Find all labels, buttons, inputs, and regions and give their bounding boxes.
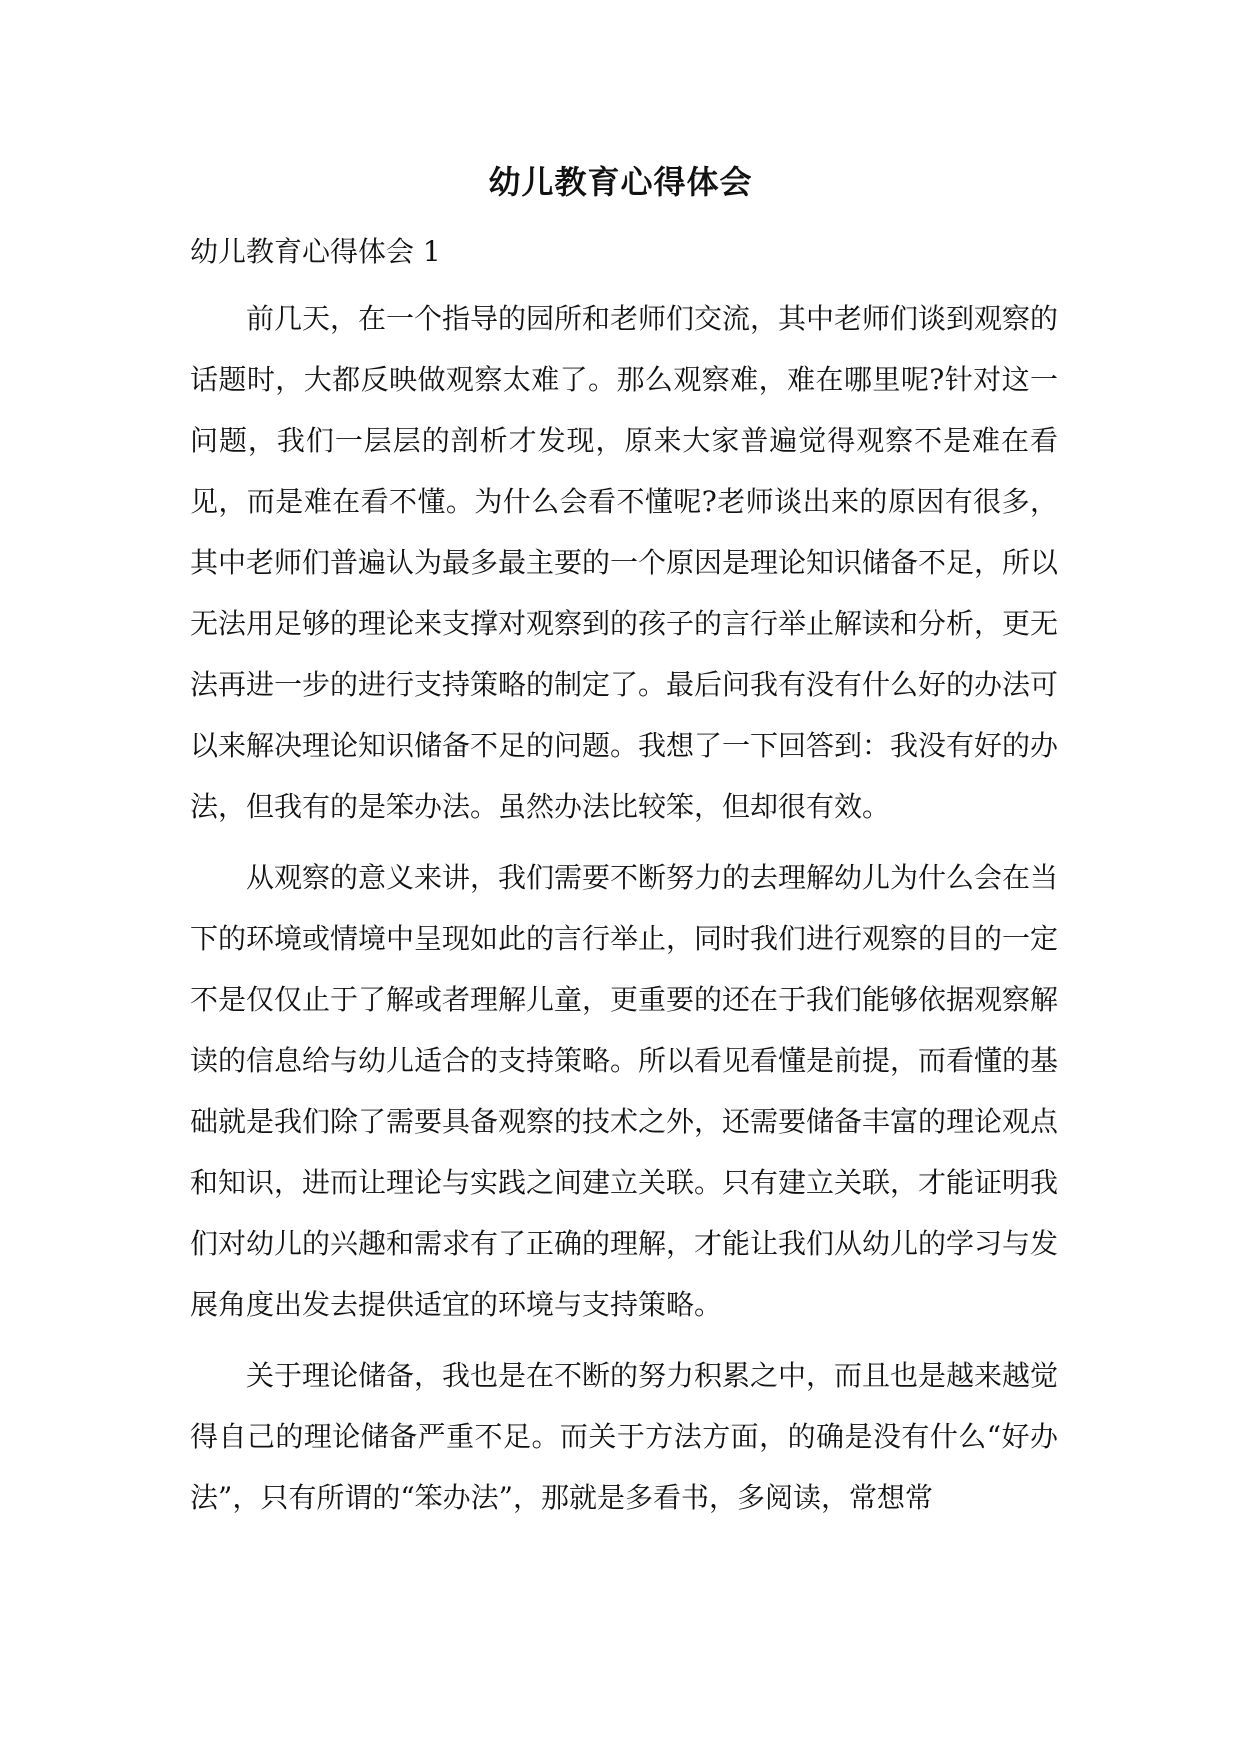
section-heading: 幼儿教育心得体会 1 xyxy=(190,235,441,268)
paragraph-3: 关于理论储备，我也是在不断的努力积累之中，而且也是越来越觉得自己的理论储备严重不足。而关于方法方面，的确是没有什么“好办法”，只有所谓的“笨办法”，那就是多看书，多阅读，常想常 xyxy=(190,1359,1059,1514)
paragraph-2: 从观察的意义来讲，我们需要不断努力的去理解幼儿为什么会在当下的环境或情境中呈现如此的言行举止，同时我们进行观察的目的一定不是仅仅止于了解或者理解儿童，更重要的还在于我们能够依据观察解读的信息给与幼儿适合的支持策略。所以看见看懂是前提，而看懂的基础就是我们除了需要具备观察的技术之外，还需要储备丰富的理论观点和知识，进而让理论与实践之间建立关联。只有建立关联，才能证明我们对幼儿的兴趣和需求有了正确的理解，才能让我们从幼儿的学习与发展角度出发去提供适宜的环境与支持策略。 xyxy=(190,861,1059,1321)
paragraph-1: 前几天，在一个指导的园所和老师们交流，其中老师们谈到观察的话题时，大都反映做观察太难了。那么观察难，难在哪里呢?针对这一问题，我们一层层的剖析才发现，原来大家普遍觉得观察不是难在看见，而是难在看不懂。为什么会看不懂呢?老师谈出来的原因有很多，其中老师们普遍认为最多最主要的一个原因是理论知识储备不足，所以无法用足够的理论来支撑对观察到的孩子的言行举止解读和分析，更无法再进一步的进行支持策略的制定了。最后问我有没有什么好的办法可以来解决理论知识储备不足的问题。我想了一下回答到：我没有好的办法，但我有的是笨办法。虽然办法比较笨，但却很有效。 xyxy=(190,302,1059,823)
document-body xyxy=(190,288,1058,1538)
document-title: 幼儿教育心得体会 xyxy=(488,163,753,201)
